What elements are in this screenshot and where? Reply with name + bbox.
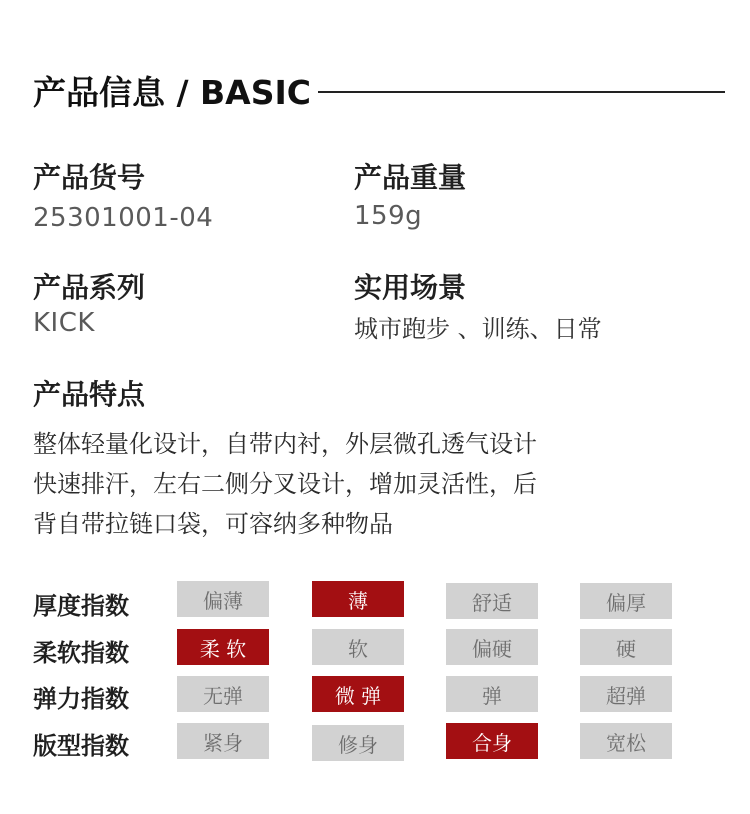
features-line: 快速排汗，左右二侧分叉设计，增加灵活性，后: [33, 470, 537, 498]
thickness-option: 偏厚: [580, 583, 672, 619]
fit-option: 宽松: [580, 723, 672, 759]
softness-index-label: 柔软指数: [33, 639, 129, 667]
thickness-option: 舒适: [446, 583, 538, 619]
usage-scene-label: 实用场景: [354, 271, 467, 304]
softness-option: 偏硬: [446, 629, 538, 665]
softness-option: 柔 软: [177, 629, 269, 665]
usage-scene-value: 城市跑步 、训练、日常: [354, 315, 602, 343]
elasticity-option: 微 弹: [312, 676, 404, 712]
section-title: 产品信息 / BASIC: [33, 72, 311, 112]
elasticity-option: 无弹: [177, 676, 269, 712]
product-code-label: 产品货号: [33, 161, 146, 194]
product-weight-label: 产品重量: [354, 161, 467, 194]
product-series-label: 产品系列: [33, 271, 146, 304]
features-description: [33, 424, 633, 544]
product-weight-value: 159g: [354, 201, 423, 231]
fit-index-label: 版型指数: [33, 732, 129, 760]
elasticity-option: 弹: [446, 676, 538, 712]
features-line: 整体轻量化设计，自带内衬，外层微孔透气设计: [33, 430, 537, 458]
features-label: 产品特点: [33, 378, 146, 411]
thickness-index-label: 厚度指数: [33, 592, 129, 620]
thickness-option: 薄: [312, 581, 404, 617]
product-code-value: 25301001-04: [33, 203, 214, 233]
fit-option: 修身: [312, 725, 404, 761]
thickness-option: 偏薄: [177, 581, 269, 617]
fit-option: 合身: [446, 723, 538, 759]
elasticity-option: 超弹: [580, 676, 672, 712]
product-series-value: KICK: [33, 308, 95, 338]
softness-option: 软: [312, 629, 404, 665]
fit-option: 紧身: [177, 723, 269, 759]
features-line: 背自带拉链口袋，可容纳多种物品: [33, 510, 393, 538]
header-divider: [318, 91, 725, 93]
softness-option: 硬: [580, 629, 672, 665]
section-header: [33, 68, 311, 112]
elasticity-index-label: 弹力指数: [33, 685, 129, 713]
